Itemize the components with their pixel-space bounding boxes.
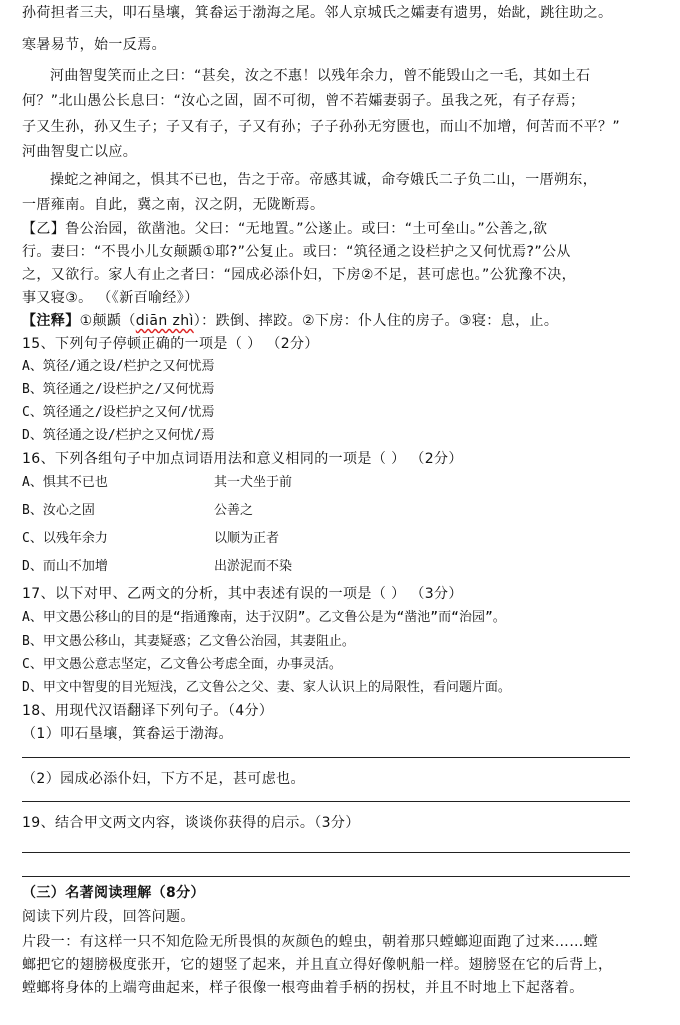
excerpt-line: 片段一：有这样一只不知危险无所畏惧的灰颜色的蝗虫，朝着那只螳螂迎面跑了过来……螳 xyxy=(22,934,598,950)
pair-right: 其一犬坐于前 xyxy=(214,475,293,490)
text-line: 寒暑易节，始一反焉。 xyxy=(22,37,166,53)
question-17-stem: 17、以下对甲、乙两文的分析，其中表述有误的一项是（ ） （3分） xyxy=(22,586,463,602)
pair-left: D、而山不加增 xyxy=(22,559,108,574)
pair-right: 以顺为正者 xyxy=(214,531,280,546)
option-b: B、甲文愚公移山，其妻疑惑；乙文鲁公治园，其妻阻止。 xyxy=(22,634,355,649)
question-15-stem: 15、下列句子停顿正确的一项是（ ） （2分） xyxy=(22,336,319,352)
text-line: 【乙】鲁公治园，欲凿池。父曰：“无地置。”公遂止。或曰：“土可垒山。”公善之,欲 xyxy=(22,221,548,237)
pair-left: C、以残年余力 xyxy=(22,531,108,546)
note-label: 【注释】 xyxy=(22,313,80,329)
excerpt-line: 螂把它的翅膀极度张开，它的翅竖了起来，并且直立得好像帆船一样。翅膀竖在它的后背上， xyxy=(22,957,613,973)
pair-row xyxy=(22,530,662,548)
answer-line[interactable] xyxy=(22,757,630,758)
note-text: ）：跌倒、摔跤。②下房：仆人住的房子。③寝：息，止。 xyxy=(193,313,559,329)
section-title: （三）名著阅读理解（8分） xyxy=(22,885,205,901)
text-line: 行。妻曰：“不畏小儿女颠踬①耶?”公复止。或曰：“筑径通之设栏护之又何忧焉?”公从 xyxy=(22,244,571,260)
option-d: D、筑径通之设/栏护之又何忧/焉 xyxy=(22,428,215,443)
option-d: D、甲文中智叟的目光短浅，乙文鲁公之父、妻、家人认识上的局限性，看问题片面。 xyxy=(22,680,511,695)
question-19-stem: 19、结合甲文两文内容，谈谈你获得的启示。（3分） xyxy=(22,815,360,831)
pair-row xyxy=(22,558,662,576)
question-16-stem: 16、下列各组句子中加点词语用法和意义相同的一项是（ ） （2分） xyxy=(22,451,463,467)
pair-right: 公善之 xyxy=(214,503,254,518)
sentence-2: （2）园成必添仆妇，下方不足，甚可虑也。 xyxy=(22,771,305,787)
option-a: A、筑径/通之设/栏护之又何忧焉 xyxy=(22,359,215,374)
instruction: 阅读下列片段，回答问题。 xyxy=(22,909,195,925)
answer-line[interactable] xyxy=(22,852,630,853)
text-line: 子又生孙，孙又生子；子又有子，子又有孙；子子孙孙无穷匮也，而山不加增，何苦而不平？” xyxy=(22,119,621,135)
option-a: A、甲文愚公移山的目的是“指通豫南，达于汉阴”。乙文鲁公是为“凿池”而“治园”。 xyxy=(22,610,506,625)
text-line: 何？”北山愚公长息曰：“汝心之固，固不可彻，曾不若孀妻弱子。虽我之死，有子存焉； xyxy=(22,93,585,109)
option-c: C、筑径通之/设栏护之又何/忧焉 xyxy=(22,405,215,420)
text-line: 一厝雍南。自此，冀之南，汉之阴，无陇断焉。 xyxy=(22,197,325,213)
note-text: ①颠踬（ xyxy=(79,313,136,329)
question-18-stem: 18、用现代汉语翻译下列句子。（4分） xyxy=(22,703,274,719)
pair-right: 出淤泥而不染 xyxy=(214,559,293,574)
pair-left: A、惧其不已也 xyxy=(22,475,108,490)
text-line: 孙荷担者三夫，叩石垦壤，箕畚运于渤海之尾。邻人京城氏之孀妻有遗男，始龀，跳往助之。 xyxy=(22,5,613,21)
excerpt-line: 螳螂将身体的上端弯曲起来，样子很像一根弯曲着手柄的拐杖，并且不时地上下起落着。 xyxy=(22,980,584,996)
pair-row xyxy=(22,474,662,492)
pair-row xyxy=(22,502,662,520)
text-line: 河曲智叟笑而止之曰：“甚矣，汝之不惠！以残年余力，曾不能毁山之一毛，其如土石 xyxy=(50,68,591,84)
text-line: 河曲智叟亡以应。 xyxy=(22,144,138,160)
sentence-1: （1）叩石垦壤，箕畚运于渤海。 xyxy=(22,726,233,742)
option-c: C、甲文愚公意志坚定，乙文鲁公考虑全面，办事灵活。 xyxy=(22,657,342,672)
text-line: 操蛇之神闻之，惧其不已也，告之于帝。帝感其诚，命夸娥氏二子负二山，一厝朔东， xyxy=(50,172,598,188)
answer-line[interactable] xyxy=(22,876,630,877)
text-line: 事又寝③。 （《新百喻经》） xyxy=(22,290,199,306)
answer-line[interactable] xyxy=(22,801,630,802)
text-line: 之，又欲行。家人有止之者曰：“园成必添仆妇，下房②不足，甚可虑也。”公犹豫不决， xyxy=(22,267,577,283)
pair-left: B、汝心之固 xyxy=(22,503,95,518)
option-b: B、筑径通之/设栏护之/又何忧焉 xyxy=(22,382,215,397)
annotation-note xyxy=(22,312,662,330)
pinyin: diān zhì xyxy=(135,313,194,329)
